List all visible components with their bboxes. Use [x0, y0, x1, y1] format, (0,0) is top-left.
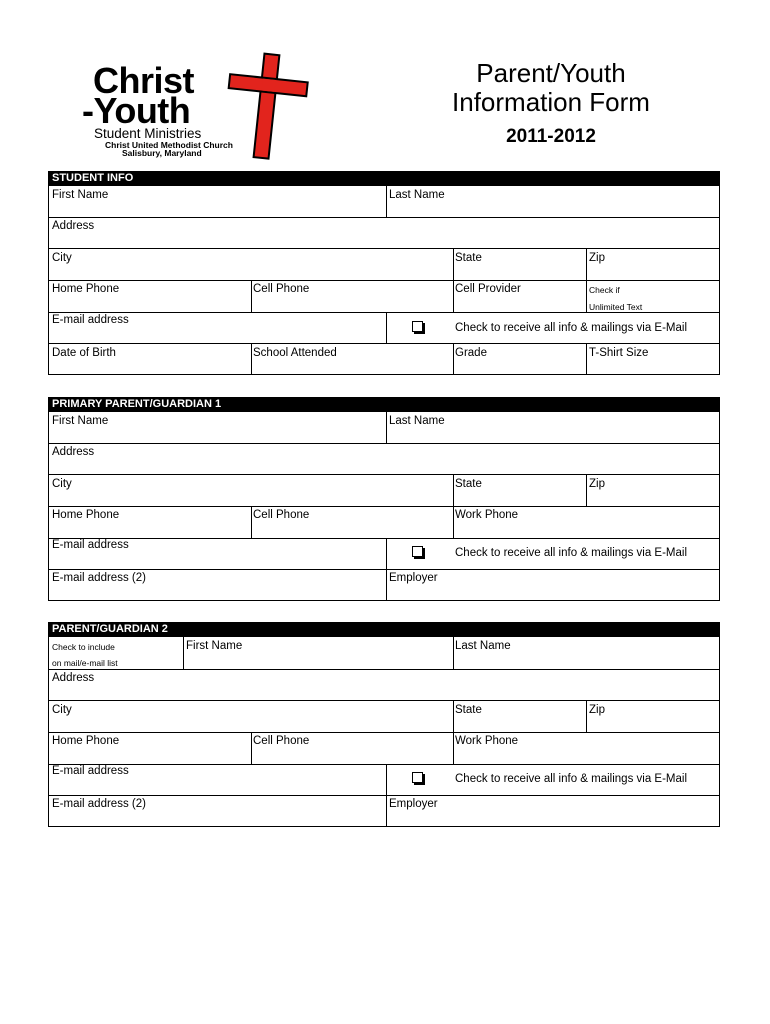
- parent2-zip-field[interactable]: Zip: [589, 704, 605, 716]
- parent2-include-label-line2[interactable]: on mail/e-mail list: [52, 658, 118, 668]
- parent2-email-opt-in-label: Check to receive all info & mailings via E-Mail: [455, 773, 688, 785]
- parent1-email2-field[interactable]: E-mail address (2): [52, 572, 146, 584]
- unlimited-text-label-line1[interactable]: Check if: [589, 285, 620, 295]
- parent1-last-name-field[interactable]: Last Name: [389, 415, 445, 427]
- student-cell-phone-field[interactable]: Cell Phone: [253, 283, 310, 295]
- parent1-address-field[interactable]: Address: [52, 446, 95, 458]
- parent1-first-name-field[interactable]: First Name: [52, 415, 109, 427]
- student-first-name-field[interactable]: First Name: [52, 189, 109, 201]
- section-heading: PRIMARY PARENT/GUARDIAN 1: [49, 397, 719, 412]
- student-city-field[interactable]: City: [52, 252, 72, 264]
- student-tshirt-size-field[interactable]: T-Shirt Size: [589, 347, 649, 359]
- student-email-field[interactable]: E-mail address: [52, 314, 129, 326]
- parent1-home-phone-field[interactable]: Home Phone: [52, 509, 120, 521]
- parent2-section: [48, 622, 720, 827]
- form-title-line2: Information Form: [452, 87, 650, 117]
- parent1-work-phone-field[interactable]: Work Phone: [455, 509, 519, 521]
- parent2-city-field[interactable]: City: [52, 704, 72, 716]
- parent2-cell-phone-field[interactable]: Cell Phone: [253, 735, 310, 747]
- form-year: 2011-2012: [506, 126, 596, 147]
- student-email-opt-in-checkbox[interactable]: [412, 321, 423, 332]
- parent2-first-name-field[interactable]: First Name: [186, 640, 243, 652]
- form-title-line1: Parent/Youth: [476, 58, 626, 88]
- parent2-last-name-field[interactable]: Last Name: [455, 640, 511, 652]
- parent2-address-field[interactable]: Address: [52, 672, 95, 684]
- student-school-field[interactable]: School Attended: [253, 347, 337, 359]
- logo-subtitle: Student Ministries: [94, 126, 202, 141]
- student-cell-provider-field[interactable]: Cell Provider: [455, 283, 521, 295]
- parent1-email-opt-in-checkbox[interactable]: [412, 546, 423, 557]
- parent1-city-field[interactable]: City: [52, 478, 72, 490]
- student-zip-field[interactable]: Zip: [589, 252, 605, 264]
- student-state-field[interactable]: State: [455, 252, 482, 264]
- student-email-opt-in-label: Check to receive all info & mailings via E-Mail: [455, 322, 688, 334]
- parent2-work-phone-field[interactable]: Work Phone: [455, 735, 519, 747]
- logo-text-youth: -Youth: [82, 90, 191, 131]
- student-grade-field[interactable]: Grade: [455, 347, 487, 359]
- section-heading: STUDENT INFO: [49, 171, 719, 186]
- parent1-email-opt-in-label: Check to receive all info & mailings via E-Mail: [455, 547, 688, 559]
- parent2-email-field[interactable]: E-mail address: [52, 765, 129, 777]
- parent2-email-opt-in-checkbox[interactable]: [412, 772, 423, 783]
- parent2-employer-field[interactable]: Employer: [389, 798, 438, 810]
- parent2-email2-field[interactable]: E-mail address (2): [52, 798, 146, 810]
- student-home-phone-field[interactable]: Home Phone: [52, 283, 120, 295]
- section-heading: PARENT/GUARDIAN 2: [49, 622, 719, 637]
- parent1-state-field[interactable]: State: [455, 478, 482, 490]
- parent1-zip-field[interactable]: Zip: [589, 478, 605, 490]
- student-dob-field[interactable]: Date of Birth: [52, 347, 116, 359]
- student-address-field[interactable]: Address: [52, 220, 95, 232]
- logo-text-christ: Christ: [93, 60, 195, 101]
- parent1-employer-field[interactable]: Employer: [389, 572, 438, 584]
- parent2-home-phone-field[interactable]: Home Phone: [52, 735, 120, 747]
- parent1-email-field[interactable]: E-mail address: [52, 539, 129, 551]
- parent1-cell-phone-field[interactable]: Cell Phone: [253, 509, 310, 521]
- student-info-section: [48, 171, 720, 375]
- parent1-section: [48, 397, 720, 601]
- logo-church-name: Christ United Methodist Church: [105, 140, 233, 150]
- parent2-state-field[interactable]: State: [455, 704, 482, 716]
- unlimited-text-label-line2[interactable]: Unlimited Text: [589, 302, 643, 312]
- student-last-name-field[interactable]: Last Name: [389, 189, 445, 201]
- logo-church-location: Salisbury, Maryland: [122, 148, 202, 158]
- parent2-include-label-line1[interactable]: Check to include: [52, 642, 115, 652]
